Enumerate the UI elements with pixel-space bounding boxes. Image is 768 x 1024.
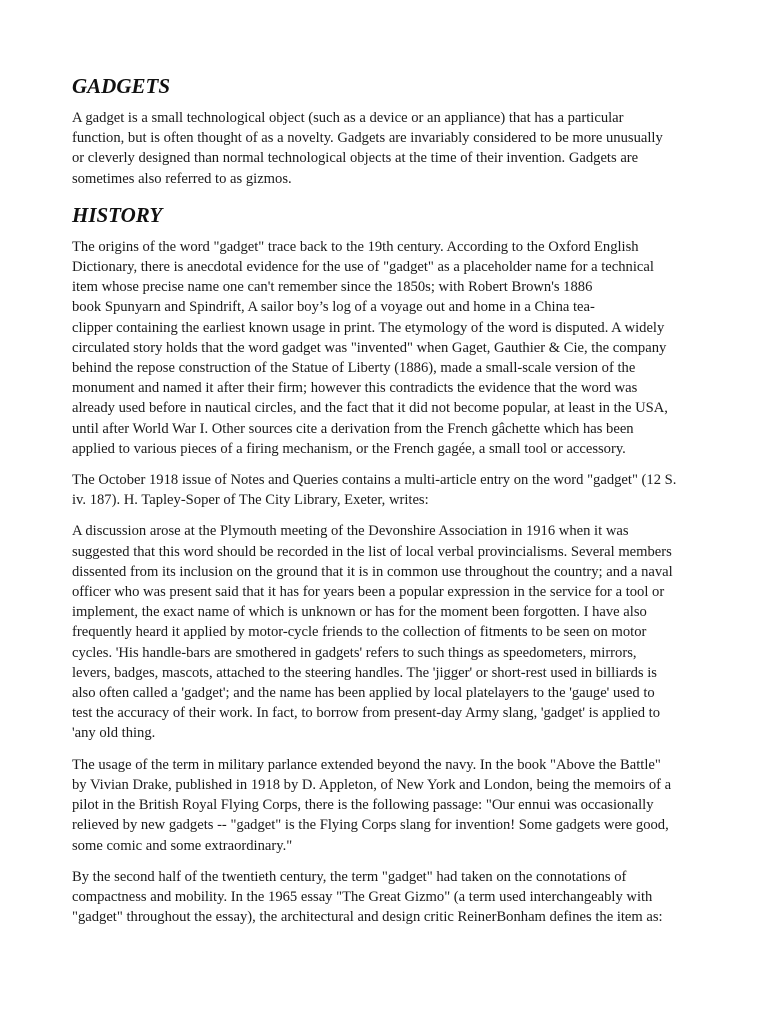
text-line: by Vivian Drake, published in 1918 by D. Appleton, of New York and London, being the memoirs of a [72, 776, 672, 793]
text-line: sometimes also referred to as gizmos. [72, 170, 292, 187]
text-line: A discussion arose at the Plymouth meeting of the Devonshire Association in 1916 when it was [72, 523, 629, 540]
text-line: test the accuracy of their work. In fact, to borrow from present-day Army slang, 'gadget' is applied to [72, 705, 661, 722]
text-line: suggested that this word should be recorded in the list of local verbal provincialisms. Several members [72, 543, 672, 560]
text-line: pilot in the British Royal Flying Corps, there is the following passage: "Our ennui was occasionally [72, 797, 654, 814]
devonshire-quote-paragraph [72, 521, 698, 743]
text-line: compactness and mobility. In the 1965 essay "The Great Gizmo" (a term used interchangeably with [72, 888, 653, 905]
section-heading-history: HISTORY [72, 202, 163, 227]
text-line: until after World War I. Other sources cite a derivation from the French gâchette which has been [72, 420, 634, 437]
notes-and-queries-paragraph [72, 470, 698, 510]
text-line: officer who was present said that it has for years been a popular expression in the service for a tool or [72, 584, 665, 601]
text-line: dissented from its inclusion on the ground that it is in common use throughout the country; and a naval [72, 563, 673, 580]
history-origins-paragraph [72, 237, 698, 459]
text-line: The usage of the term in military parlance extended beyond the navy. In the book "Above the Battle" [72, 756, 661, 773]
text-line: relieved by new gadgets -- "gadget" is the Flying Corps slang for invention! Some gadgets were good, [72, 817, 669, 834]
text-line: function, but is often thought of as a novelty. Gadgets are invariably considered to be more unusually [72, 130, 663, 147]
text-line: "gadget" throughout the essay), the architectural and design critic ReinerBonham defines the item as: [72, 909, 663, 926]
text-line: Dictionary, there is anecdotal evidence for the use of "gadget" as a placeholder name for a technical [72, 259, 654, 276]
text-line: frequently heard it applied by motor-cycle friends to the collection of fitments to be seen on motor [72, 624, 647, 641]
twentieth-century-paragraph [72, 867, 698, 928]
text-line: 'any old thing. [72, 725, 156, 742]
gadgets-definition-paragraph [72, 108, 698, 189]
text-line: The October 1918 issue of Notes and Queries contains a multi-article entry on the word "gadget" (12 S. [72, 472, 677, 489]
text-line: already used before in nautical circles, and the fact that it did not become popular, at least in the USA, [72, 400, 668, 417]
text-line: monument and named it after their firm; however this contradicts the evidence that the word was [72, 380, 638, 397]
document-page [72, 72, 698, 938]
text-line: cycles. 'His handle-bars are smothered in gadgets' refers to such things as speedometers, mirrors, [72, 644, 637, 661]
text-line: By the second half of the twentieth century, the term "gadget" had taken on the connotations of [72, 868, 627, 885]
text-line: A gadget is a small technological object (such as a device or an appliance) that has a particular [72, 110, 624, 126]
military-usage-paragraph [72, 755, 698, 856]
text-line: book Spunyarn and Spindrift, A sailor boy’s log of a voyage out and home in a China tea- [72, 299, 595, 316]
section-heading-gadgets: GADGETS [72, 74, 171, 98]
text-line: or cleverly designed than normal technological objects at the time of their invention. Gadgets are [72, 150, 639, 167]
text-line: clipper containing the earliest known usage in print. The etymology of the word is disputed. A widely [72, 319, 665, 336]
text-line: some comic and some extraordinary." [72, 837, 293, 854]
text-line: iv. 187). H. Tapley-Soper of The City Library, Exeter, writes: [72, 492, 429, 509]
text-line: levers, badges, mascots, attached to the steering handles. The 'jigger' or short-rest used in billiards is [72, 664, 657, 681]
text-line: also often called a 'gadget'; and the name has been applied by local platelayers to the 'gauge' used to [72, 685, 655, 702]
text-line: behind the repose construction of the Statue of Liberty (1886), made a small-scale version of the [72, 360, 636, 377]
text-line: circulated story holds that the word gadget was "invented" when Gaget, Gauthier & Cie, the company [72, 339, 667, 356]
text-line: The origins of the word "gadget" trace back to the 19th century. According to the Oxford English [72, 238, 639, 255]
text-line: item whose precise name one can't remember since the 1850s; with Robert Brown's 1886 [72, 279, 593, 296]
text-line: implement, the exact name of which is unknown or has for the moment been forgotten. I have also [72, 604, 647, 621]
text-line: applied to various pieces of a firing mechanism, or the French gagée, a small tool or accessory. [72, 440, 626, 457]
